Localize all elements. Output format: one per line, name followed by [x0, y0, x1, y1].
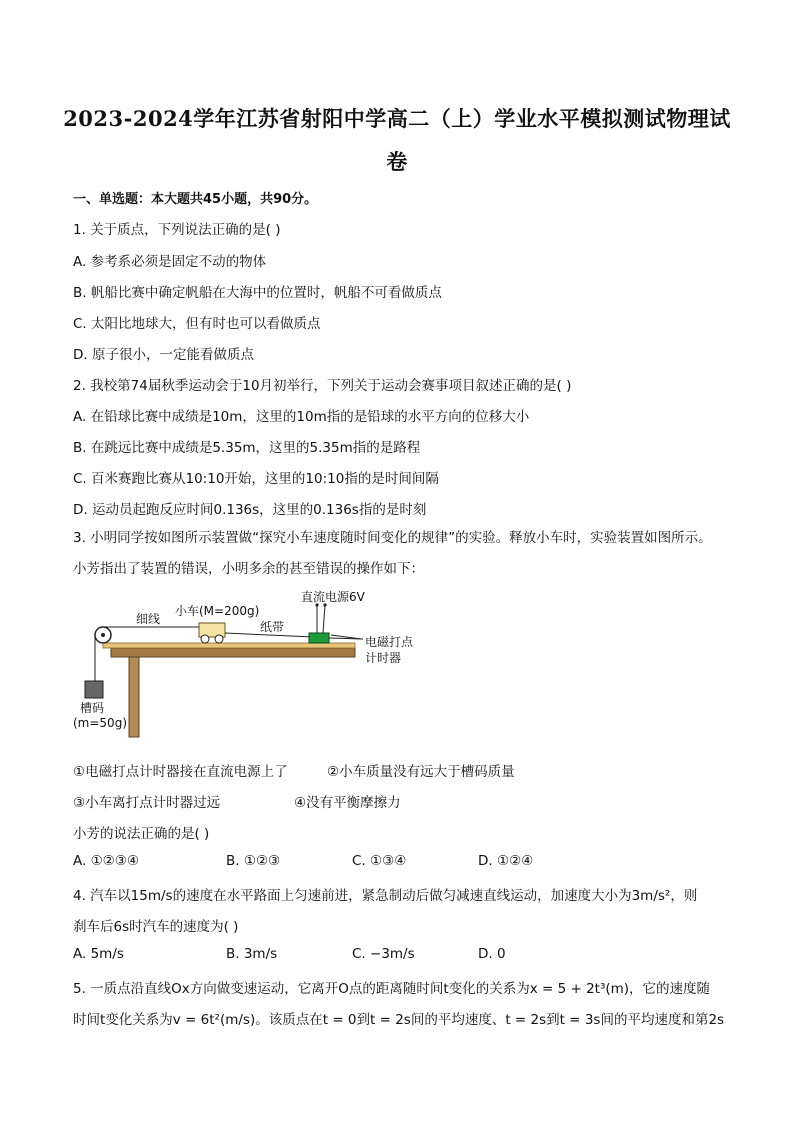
q5-stem-line2: 时间t变化关系为v = 6t²(m/s)。该质点在t = 0到t = 2s间的平均速度、t = 2s到t = 3s间的平均速度和第2s — [73, 1012, 725, 1028]
q4-option-c: C. −3m/s — [352, 946, 415, 962]
label-timer-1: 电磁打点 — [365, 635, 414, 649]
q1-option-d: D. 原子很小，一定能看做质点 — [73, 347, 254, 363]
q4-option-b: B. 3m/s — [226, 946, 278, 962]
label-power: 直流电源6V — [301, 590, 365, 604]
q3-option-a: A. ①②③④ — [73, 853, 139, 869]
q2-option-a: A. 在铅球比赛中成绩是10m，这里的10m指的是铅球的水平方向的位移大小 — [73, 409, 530, 425]
q4-option-d: D. 0 — [478, 946, 506, 962]
q3-item-3: ③小车离打点计时器过远 — [73, 795, 221, 811]
label-tape: 纸带 — [260, 620, 285, 634]
table-top — [111, 648, 355, 657]
q3-item-2: ②小车质量没有远大于槽码质量 — [327, 764, 515, 780]
q1-option-b: B. 帆船比赛中确定帆船在大海中的位置时，帆船不可看做质点 — [73, 285, 442, 301]
electromagnetic-timer — [309, 633, 329, 643]
q1-option-a: A. 参考系必须是固定不动的物体 — [73, 254, 267, 270]
q1-option-c: C. 太阳比地球大，但有时也可以看做质点 — [73, 316, 321, 332]
label-weight-1: 槽码 — [80, 701, 105, 715]
table-leg — [129, 657, 139, 737]
q2-option-d: D. 运动员起跑反应时间0.136s，这里的0.136s指的是时刻 — [73, 502, 427, 518]
page-title-line1: 2023-2024学年江苏省射阳中学高二（上）学业水平模拟测试物理试 — [63, 106, 731, 131]
experiment-apparatus-figure — [73, 585, 493, 745]
q1-stem: 1. 关于质点，下列说法正确的是( ) — [73, 222, 281, 238]
q2-option-b: B. 在跳远比赛中成绩是5.35m，这里的5.35m指的是路程 — [73, 440, 421, 456]
cart — [199, 623, 225, 637]
q3-option-d: D. ①②④ — [478, 853, 534, 869]
track-board — [103, 643, 355, 648]
hanging-weight — [85, 681, 103, 698]
q4-stem-line2: 刹车后6s时汽车的速度为( ) — [73, 919, 239, 935]
q2-option-c: C. 百米赛跑比赛从10:10开始，这里的10:10指的是时间间隔 — [73, 471, 439, 487]
q2-stem: 2. 我校第74届秋季运动会于10月初举行，下列关于运动会赛事项目叙述正确的是( ) — [73, 378, 572, 394]
q3-option-c: C. ①③④ — [352, 853, 407, 869]
q4-option-a: A. 5m/s — [73, 946, 124, 962]
q4-stem-line1: 4. 汽车以15m/s的速度在水平路面上匀速前进，紧急制动后做匀减速直线运动，加速度大小为3m/s²，则 — [73, 888, 698, 904]
q3-item-4: ④没有平衡摩擦力 — [294, 795, 401, 811]
label-timer-2: 计时器 — [365, 651, 402, 665]
label-string: 细线 — [136, 612, 161, 626]
page-title-line2: 卷 — [386, 149, 408, 174]
label-weight-2: (m=50g) — [73, 716, 127, 730]
q5-stem-line1: 5. 一质点沿直线Ox方向做变速运动，它离开O点的距离随时间t变化的关系为x = 5 + 2t³(m)，它的速度随 — [73, 981, 711, 997]
q3-ask: 小芳的说法正确的是( ) — [73, 826, 210, 842]
label-cart: 小车(M=200g) — [175, 604, 260, 618]
q3-option-b: B. ①②③ — [226, 853, 281, 869]
q3-stem: 3. 小明同学按如图所示装置做“探究小车速度随时间变化的规律”的实验。释放小车时，实验装置如图所示。小芳指出了装置的错误，小明多余的甚至错误的操作如下： — [73, 530, 712, 577]
section-header: 一、单选题：本大题共45小题，共90分。 — [73, 192, 318, 207]
q3-item-1: ①电磁打点计时器接在直流电源上了 — [73, 764, 288, 780]
